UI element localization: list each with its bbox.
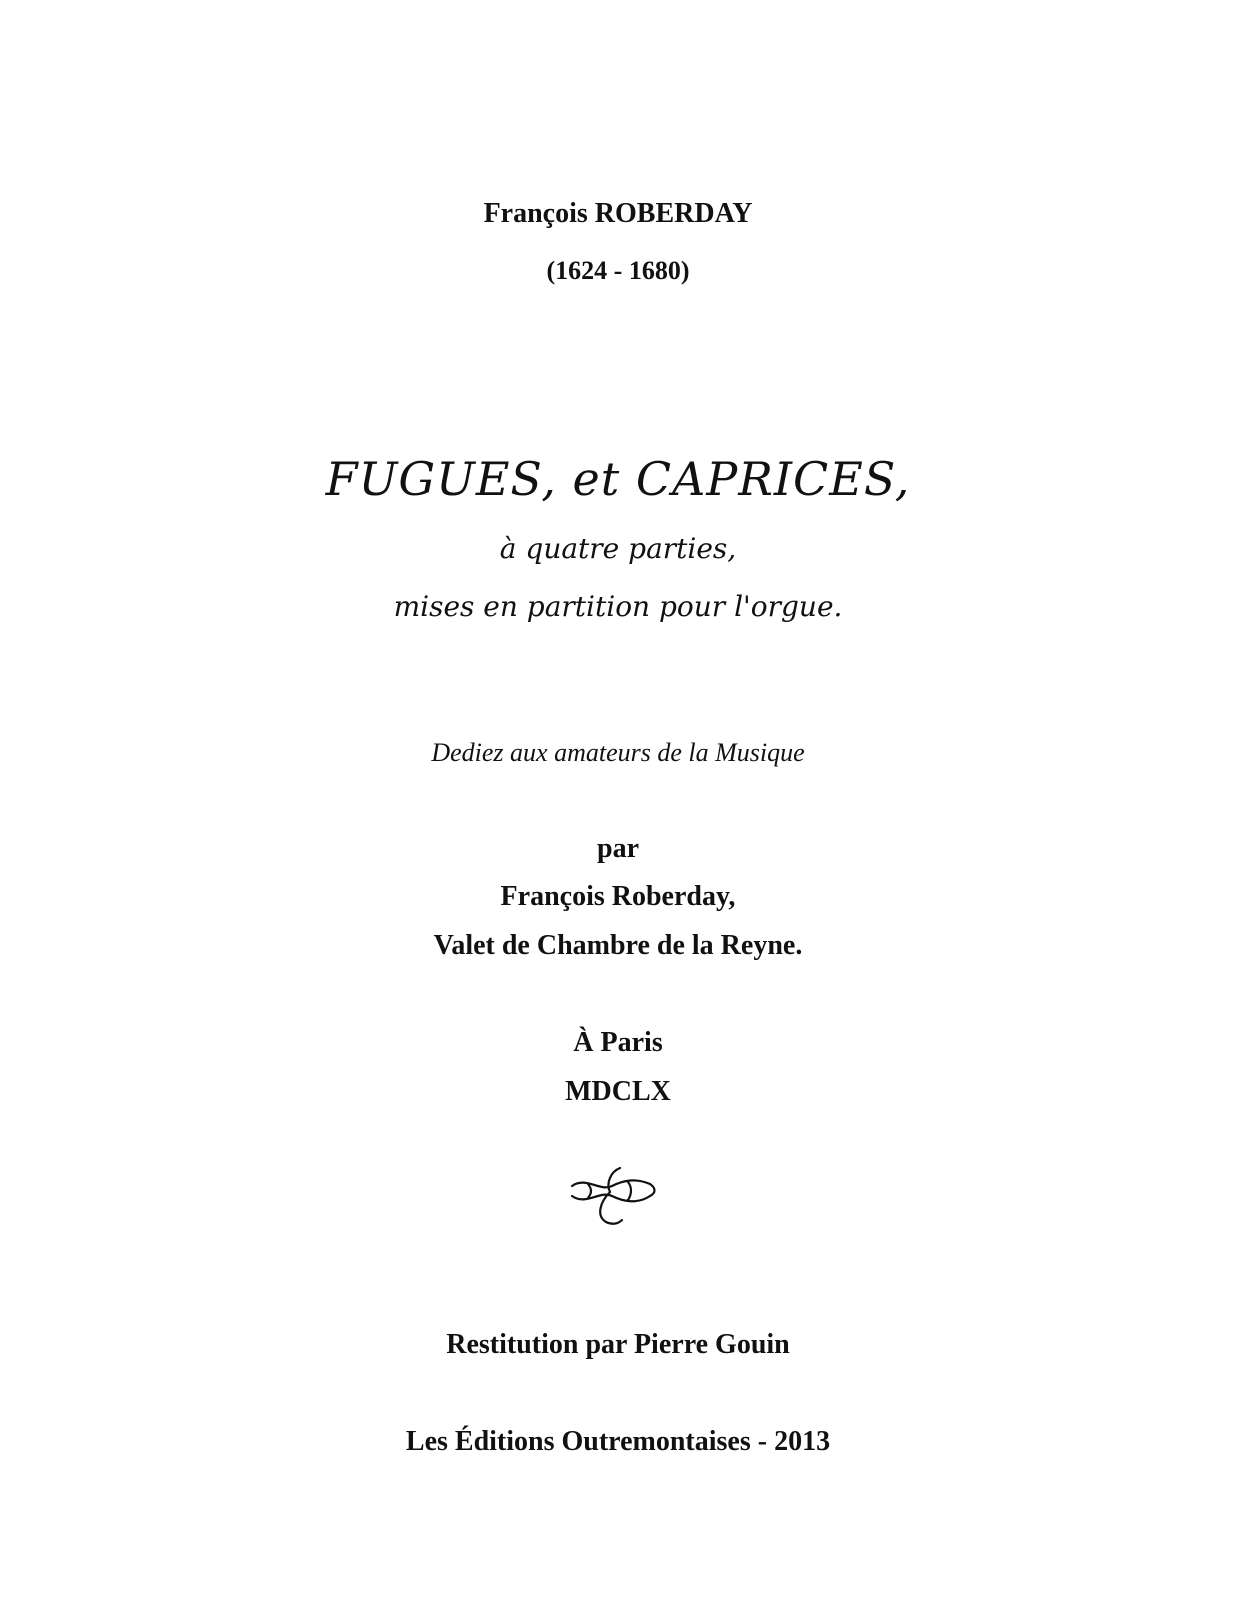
composer-dates: (1624 - 1680) — [546, 256, 690, 285]
byline-position: Valet de Chambre de la Reyne. — [433, 930, 803, 961]
byline-par: par — [597, 833, 639, 864]
composer-name: François ROBERDAY — [483, 198, 753, 229]
byline-author: François Roberday, — [500, 881, 736, 912]
flourish-ornament-icon — [566, 1162, 656, 1228]
work-subtitle-line1: à quatre parties, — [499, 532, 737, 565]
imprint-place: À Paris — [573, 1027, 663, 1058]
publisher-line: Les Éditions Outremontaises - 2013 — [405, 1426, 831, 1457]
work-title: FUGUES, et CAPRICES, — [325, 452, 911, 506]
imprint-year: MDCLX — [565, 1076, 671, 1107]
work-subtitle-line2: mises en partition pour l'orgue. — [393, 590, 843, 623]
restitution-credit: Restitution par Pierre Gouin — [446, 1329, 790, 1360]
dedication: Dediez aux amateurs de la Musique — [431, 738, 805, 767]
